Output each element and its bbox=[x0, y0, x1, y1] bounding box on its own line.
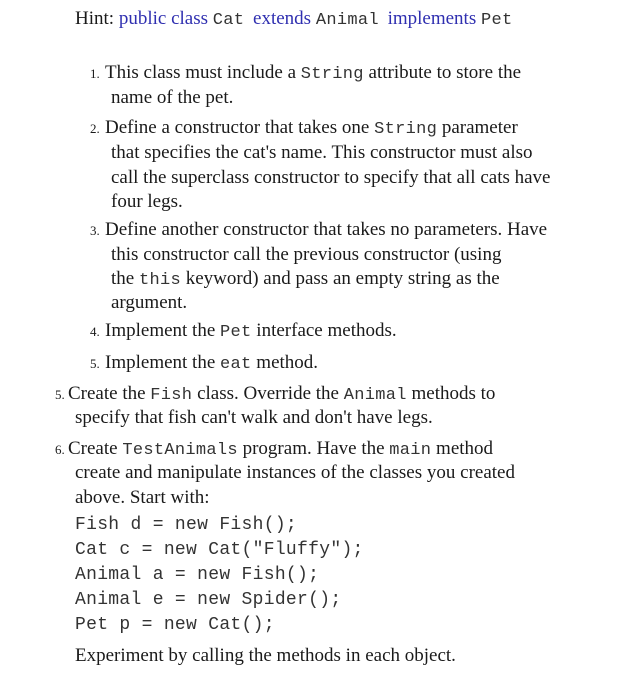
text-run: Implement the bbox=[105, 320, 221, 341]
sub-item-text-line bbox=[111, 141, 533, 165]
text-run: parameter bbox=[437, 117, 518, 138]
text-run: Create bbox=[68, 438, 123, 459]
code-line: Fish d = new Fish(); bbox=[75, 515, 298, 535]
sub-item-text-line bbox=[105, 61, 521, 87]
sub-item-number: 3. bbox=[90, 223, 100, 238]
code-pet: Pet bbox=[480, 11, 513, 30]
inline-code: String bbox=[300, 65, 364, 84]
sub-item-text-line bbox=[111, 166, 550, 190]
closing-text: Experiment by calling the methods in each object. bbox=[75, 645, 456, 666]
sub-item-text-line bbox=[111, 243, 501, 267]
main-item-number: 6. bbox=[55, 442, 65, 457]
code-animal: Animal bbox=[315, 11, 379, 30]
inline-code: main bbox=[389, 441, 432, 460]
text-run: this constructor call the previous constructor (using bbox=[111, 244, 502, 265]
inline-code: this bbox=[138, 271, 181, 290]
text-run: methods to bbox=[406, 383, 496, 404]
code-line: Pet p = new Cat(); bbox=[75, 615, 275, 635]
inline-code: TestAnimals bbox=[122, 441, 238, 460]
text-run: method. bbox=[251, 352, 319, 373]
text-run: specify that fish can't walk and don't have legs. bbox=[75, 407, 433, 428]
sub-item-text-line bbox=[111, 291, 187, 315]
text-run: that specifies the cat's name. This constructor must also bbox=[111, 142, 533, 163]
text-run: create and manipulate instances of the classes you created bbox=[75, 462, 515, 483]
hint-label: Hint: bbox=[75, 8, 115, 29]
hint-line bbox=[75, 6, 513, 34]
main-item-text-line bbox=[75, 486, 210, 510]
sub-item-text-line bbox=[105, 218, 547, 242]
text-run: call the superclass constructor to specify that all cats have bbox=[111, 167, 551, 188]
sub-item-text-line bbox=[111, 86, 233, 110]
text-run: method bbox=[431, 438, 494, 459]
text-run: above. Start with: bbox=[75, 487, 210, 508]
text-run: Create the bbox=[68, 383, 151, 404]
code-line: Animal e = new Spider(); bbox=[75, 590, 342, 610]
code-cat: Cat bbox=[212, 11, 245, 30]
text-run: argument. bbox=[111, 292, 188, 313]
text-run: name of the pet. bbox=[111, 87, 234, 108]
sub-item-text-line bbox=[111, 267, 500, 293]
text-run: attribute to store the bbox=[363, 62, 522, 83]
inline-code: Fish bbox=[150, 386, 193, 405]
text-run: Implement the bbox=[105, 352, 221, 373]
text-run: four legs. bbox=[111, 191, 183, 212]
main-item-text-line bbox=[75, 406, 433, 430]
sub-item-number: 2. bbox=[90, 121, 100, 136]
keyword-class: class bbox=[171, 8, 208, 29]
keyword-public: public bbox=[118, 8, 167, 29]
text-run: Define a constructor that takes one bbox=[105, 117, 375, 138]
main-item-text-line bbox=[68, 437, 493, 463]
sub-item-text-line bbox=[105, 116, 518, 142]
text-run: This class must include a bbox=[105, 62, 301, 83]
sub-item-number: 5. bbox=[90, 356, 100, 371]
text-run: keyword) and pass an empty string as the bbox=[180, 268, 500, 289]
keyword-implements: implements bbox=[387, 8, 477, 29]
sub-item-text-line bbox=[111, 190, 183, 214]
text-run: the bbox=[111, 268, 139, 289]
sub-item-text-line bbox=[105, 319, 397, 345]
inline-code: eat bbox=[220, 355, 252, 374]
main-item-number: 5. bbox=[55, 387, 65, 402]
main-item-text-line bbox=[75, 461, 515, 485]
inline-code: String bbox=[374, 120, 438, 139]
text-run: program. Have the bbox=[237, 438, 390, 459]
sub-item-number: 4. bbox=[90, 324, 100, 339]
code-line: Cat c = new Cat("Fluffy"); bbox=[75, 540, 364, 560]
code-line: Animal a = new Fish(); bbox=[75, 565, 320, 585]
main-item-text-line bbox=[68, 382, 495, 408]
sub-item-number: 1. bbox=[90, 66, 100, 81]
inline-code: Pet bbox=[220, 323, 252, 342]
inline-code: Animal bbox=[343, 386, 407, 405]
text-run: interface methods. bbox=[251, 320, 397, 341]
text-run: Define another constructor that takes no parameters. Have bbox=[105, 219, 548, 240]
keyword-extends: extends bbox=[253, 8, 312, 29]
text-run: class. Override the bbox=[192, 383, 344, 404]
sub-item-text-line bbox=[105, 351, 318, 377]
